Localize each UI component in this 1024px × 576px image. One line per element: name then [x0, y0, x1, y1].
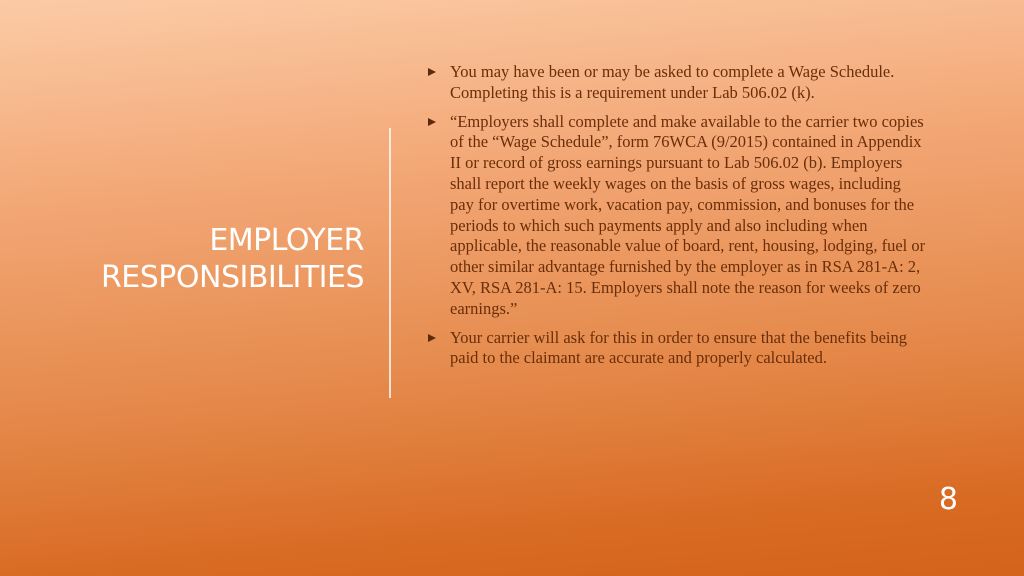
- slide-title: [60, 222, 364, 296]
- bullet-list: [428, 62, 928, 377]
- slide-title-line-2: RESPONSIBILITIES: [100, 260, 364, 295]
- triangle-bullet-icon: [428, 68, 436, 76]
- bullet-item-wage-schedule: [428, 62, 928, 104]
- triangle-bullet-icon: [428, 118, 436, 126]
- vertical-divider: [389, 128, 391, 398]
- triangle-bullet-icon: [428, 334, 436, 342]
- bullet-text: You may have been or may be asked to complete a Wage Schedule. Completing this is a requirement under Lab 506.02 (k).: [450, 62, 895, 102]
- bullet-item-employer-quote: [428, 112, 928, 320]
- bullet-text: “Employers shall complete and make available to the carrier two copies of the “Wage Schedule”, form 76WCA (9/2015) contained in Appendix II or record of gross earnings pursuant to Lab 506.02 (b). Employers shall report the weekly wages on the basis of gross wages, including pay for overtime work, vacation pay, commission, and bonuses for the periods to which such payments apply and also including when applicable, the reasonable value of board, rent, housing, lodging, fuel or other similar advantage furnished by the employer as in RSA 281-A: 2, XV, RSA 281-A: 15. Employers shall note the reason for weeks of zero earnings.”: [450, 111, 926, 318]
- bullet-item-carrier: [428, 328, 928, 370]
- slide-title-line-1: EMPLOYER: [209, 223, 364, 258]
- page-number: 8: [938, 482, 958, 517]
- bullet-text: Your carrier will ask for this in order to ensure that the benefits being paid to the claimant are accurate and properly calculated.: [450, 327, 907, 368]
